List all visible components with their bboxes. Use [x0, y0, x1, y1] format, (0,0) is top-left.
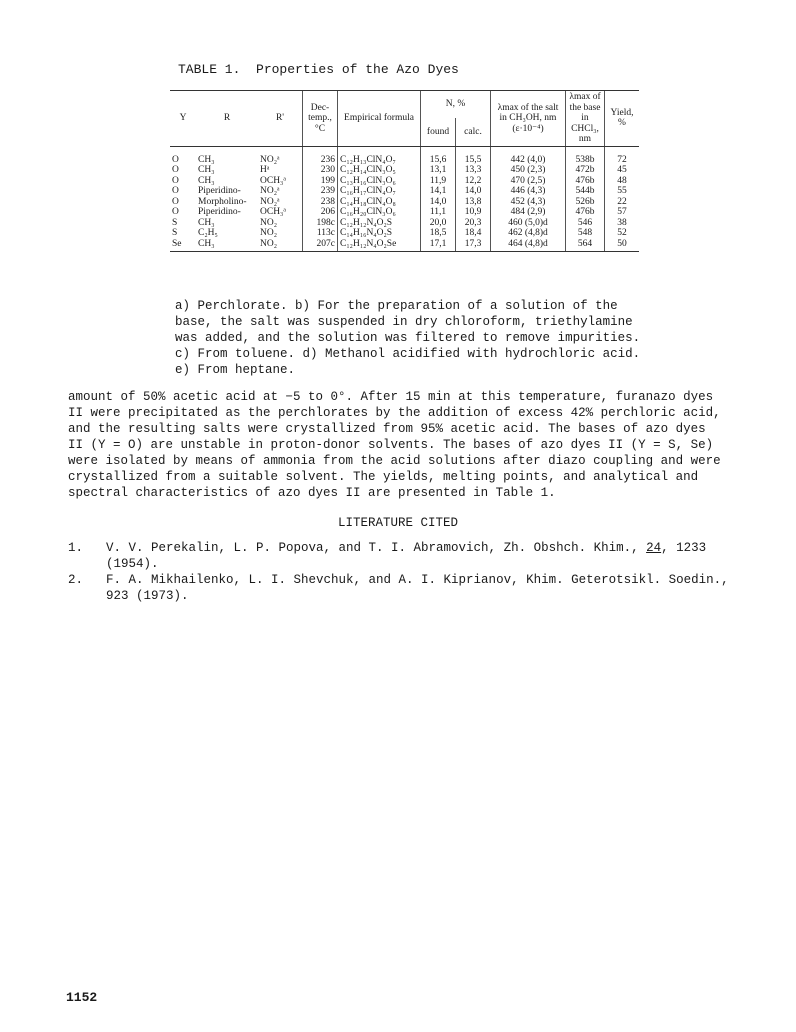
cell-formula: C₁₂H₁₃ClN₄O₇ [338, 146, 421, 165]
cell-dec-temp: 206 [303, 207, 338, 218]
header-n-percent: N, % [421, 91, 491, 119]
cell-y: O [172, 186, 179, 196]
cell-yield: 22 [605, 197, 640, 208]
reference-text [106, 540, 706, 572]
cell-r-prime: NO₂ [260, 217, 278, 228]
properties-table [170, 90, 650, 252]
cell-r: CH₃ [196, 239, 258, 252]
reference-pages: , 1233 [661, 541, 707, 555]
cell-lambda-base: 476b [566, 176, 605, 187]
cell-r-prime: NO₂ᵃ [260, 154, 280, 165]
reference-text [106, 572, 729, 604]
body-line: crystallized from a suitable solvent. The yields, melting points, and analytical and [68, 470, 699, 484]
cell-dec-temp: 236 [303, 146, 338, 165]
cell-dec-temp: 230 [303, 165, 338, 176]
footnote-line: base, the salt was suspended in dry chloroform, triethylamine [175, 315, 633, 329]
cell-lambda-base: 548 [566, 228, 605, 239]
cell-formula: C₁₃H₁₆ClN₃O₆ [338, 176, 421, 187]
cell-lambda-base: 546 [566, 218, 605, 229]
reference-volume: 24 [646, 541, 662, 555]
header-r-prime: R' [258, 91, 303, 147]
header-yield: Yield, % [605, 91, 640, 147]
cell-found: 11,9 [421, 176, 456, 187]
cell-lambda-salt: 462 (4,8)d [491, 228, 566, 239]
cell-r: Piperidino- [198, 186, 241, 196]
cell-found: 14,1 [421, 186, 456, 197]
cell-lambda-base: 538b [566, 146, 605, 165]
cell-r: CH₃ [198, 175, 215, 186]
cell-lambda-salt: 484 (2,9) [491, 207, 566, 218]
cell-r: CH₃ [198, 217, 215, 228]
cell-dec-temp: 199 [303, 176, 338, 187]
header-lambda-salt: λmax of the salt in CH₃OH, nm (ε·10⁻⁴) [491, 91, 566, 147]
header-dec-temp: Dec-temp., °C [303, 91, 338, 147]
cell-yield: 38 [605, 218, 640, 229]
cell-r-prime: Hᵃ [260, 165, 270, 175]
cell-yield: 57 [605, 207, 640, 218]
cell-r-prime: NO₂ [258, 239, 303, 252]
cell-y: S [172, 217, 178, 228]
cell-y: S [172, 228, 178, 238]
cell-r: Morpholino- [198, 196, 247, 207]
cell-calc: 20,3 [456, 218, 491, 229]
cell-lambda-salt: 460 (5,0)d [491, 218, 566, 229]
cell-r-prime: OCH₃ᵃ [260, 207, 286, 217]
cell-lambda-salt: 450 (2,3) [491, 165, 566, 176]
cell-calc: 12,2 [456, 176, 491, 187]
reference-pages: 923 (1973). [106, 589, 189, 603]
reference-authors: V. V. Perekalin, L. P. Popova, and T. I. Abramovich, Zh. Obshch. Khim., [106, 541, 647, 555]
header-found: found [421, 118, 456, 146]
table-row [170, 239, 639, 252]
cell-found: 20,0 [421, 218, 456, 229]
reference-number: 1. [68, 541, 84, 555]
cell-lambda-salt: 446 (4,3) [491, 186, 566, 197]
cell-dec-temp: 113c [303, 228, 338, 239]
table-row [170, 176, 639, 187]
cell-yield: 50 [605, 239, 640, 252]
cell-found: 18,5 [421, 228, 456, 239]
cell-r: Piperidino- [198, 207, 241, 217]
cell-lambda-salt: 442 (4,0) [491, 146, 566, 165]
cell-lambda-base: 526b [566, 197, 605, 208]
cell-dec-temp: 198c [303, 218, 338, 229]
cell-formula: C₁₂H₁₄ClN₃O₅ [338, 165, 421, 176]
body-line: II (Y = O) are unstable in proton-donor solvents. The bases of azo dyes II (Y = S, Se) [68, 438, 714, 452]
cell-formula: C₁₂H₁₂N₄O₂Se [338, 239, 421, 252]
body-line: spectral characteristics of azo dyes II are presented in Table 1. [68, 486, 556, 500]
page-number: 1152 [66, 990, 98, 1005]
cell-dec-temp: 207c [303, 239, 338, 252]
header-lambda-base: λmax of the base in CHCl₃, nm [566, 91, 605, 147]
cell-r-prime: NO₂ᵃ [260, 186, 280, 196]
cell-calc: 13,8 [456, 197, 491, 208]
cell-lambda-base: 564 [566, 239, 605, 252]
cell-formula: C₁₆H₁₇ClN₄O₇ [338, 186, 421, 197]
cell-lambda-base: 544b [566, 186, 605, 197]
reference-2 [68, 572, 758, 606]
footnote-line: e) From heptane. [175, 363, 296, 377]
reference-number: 2. [68, 573, 84, 587]
cell-yield: 48 [605, 176, 640, 187]
table-footnotes [175, 298, 675, 378]
body-line: amount of 50% acetic acid at −5 to 0°. After 15 min at this temperature, furanazo dyes [68, 390, 714, 404]
cell-y: O [172, 196, 179, 207]
cell-yield: 45 [605, 165, 640, 176]
table-body [170, 146, 639, 252]
cell-found: 15,6 [421, 146, 456, 165]
cell-r-prime: NO₂ [260, 228, 278, 238]
cell-r: C₂H₅ [198, 228, 218, 238]
cell-yield: 55 [605, 186, 640, 197]
cell-y: O [172, 207, 179, 217]
table-row [170, 146, 639, 165]
cell-formula: C₁₄H₁₆N₄O₂S [338, 228, 421, 239]
table-title: TABLE 1. Properties of the Azo Dyes [178, 62, 459, 77]
cell-y: O [172, 175, 179, 186]
table-row [170, 218, 639, 229]
cell-formula: C₁₆H₂₀ClN₃O₆ [338, 207, 421, 218]
cell-calc: 15,5 [456, 146, 491, 165]
table-row [170, 207, 639, 218]
table-row [170, 228, 639, 239]
cell-dec-temp: 238 [303, 197, 338, 208]
reference-1 [68, 540, 758, 574]
footnote-line: was added, and the solution was filtered to remove impurities. [175, 331, 641, 345]
cell-lambda-salt: 470 (2,5) [491, 176, 566, 187]
cell-y: O [172, 154, 179, 165]
cell-lambda-salt: 452 (4,3) [491, 197, 566, 208]
cell-lambda-base: 472b [566, 165, 605, 176]
cell-lambda-base: 476b [566, 207, 605, 218]
cell-found: 13,1 [421, 165, 456, 176]
body-paragraph [68, 389, 748, 501]
cell-yield: 52 [605, 228, 640, 239]
header-calc: calc. [456, 118, 491, 146]
literature-heading: LITERATURE CITED [337, 516, 459, 530]
header-r: R [196, 91, 258, 147]
cell-found: 11,1 [421, 207, 456, 218]
cell-y: O [172, 165, 179, 175]
reference-year: (1954). [106, 557, 159, 571]
table-row [170, 165, 639, 176]
azo-dyes-table [170, 90, 639, 252]
cell-calc: 14,0 [456, 186, 491, 197]
cell-r-prime: OCH₃ᵃ [260, 175, 286, 186]
cell-formula: C₁₂H₁₂N₄O₂S [338, 218, 421, 229]
footnote-line: c) From toluene. d) Methanol acidified with hydrochloric acid. [175, 347, 641, 361]
table-row [170, 186, 639, 197]
cell-dec-temp: 239 [303, 186, 338, 197]
footnote-line: a) Perchlorate. b) For the preparation of a solution of the [175, 299, 618, 313]
cell-y: Se [170, 239, 196, 252]
cell-calc: 13,3 [456, 165, 491, 176]
body-line: and the resulting salts were crystallized from 95% acetic acid. The bases of azo dyes [68, 422, 706, 436]
cell-r-prime: NO₂ᵃ [260, 196, 280, 207]
cell-calc: 17,3 [456, 239, 491, 252]
cell-calc: 18,4 [456, 228, 491, 239]
cell-lambda-salt: 464 (4,8)d [491, 239, 566, 252]
cell-found: 17,1 [421, 239, 456, 252]
cell-yield: 72 [605, 146, 640, 165]
reference-authors: F. A. Mikhailenko, L. I. Shevchuk, and A. I. Kiprianov, Khim. Geterotsikl. Soedin., [106, 573, 729, 587]
header-y: Y [170, 91, 196, 147]
cell-found: 14,0 [421, 197, 456, 208]
body-line: were isolated by means of ammonia from the acid solutions after diazo coupling and were [68, 454, 721, 468]
cell-calc: 10,9 [456, 207, 491, 218]
cell-r: CH₃ [198, 154, 215, 165]
table-row [170, 197, 639, 208]
cell-r: CH₃ [198, 165, 215, 175]
body-line: II were precipitated as the perchlorates by the addition of excess 42% perchloric acid, [68, 406, 721, 420]
cell-formula: C₁₄H₁₈ClN₄O₈ [338, 197, 421, 208]
header-empirical-formula: Empirical formula [338, 91, 421, 147]
